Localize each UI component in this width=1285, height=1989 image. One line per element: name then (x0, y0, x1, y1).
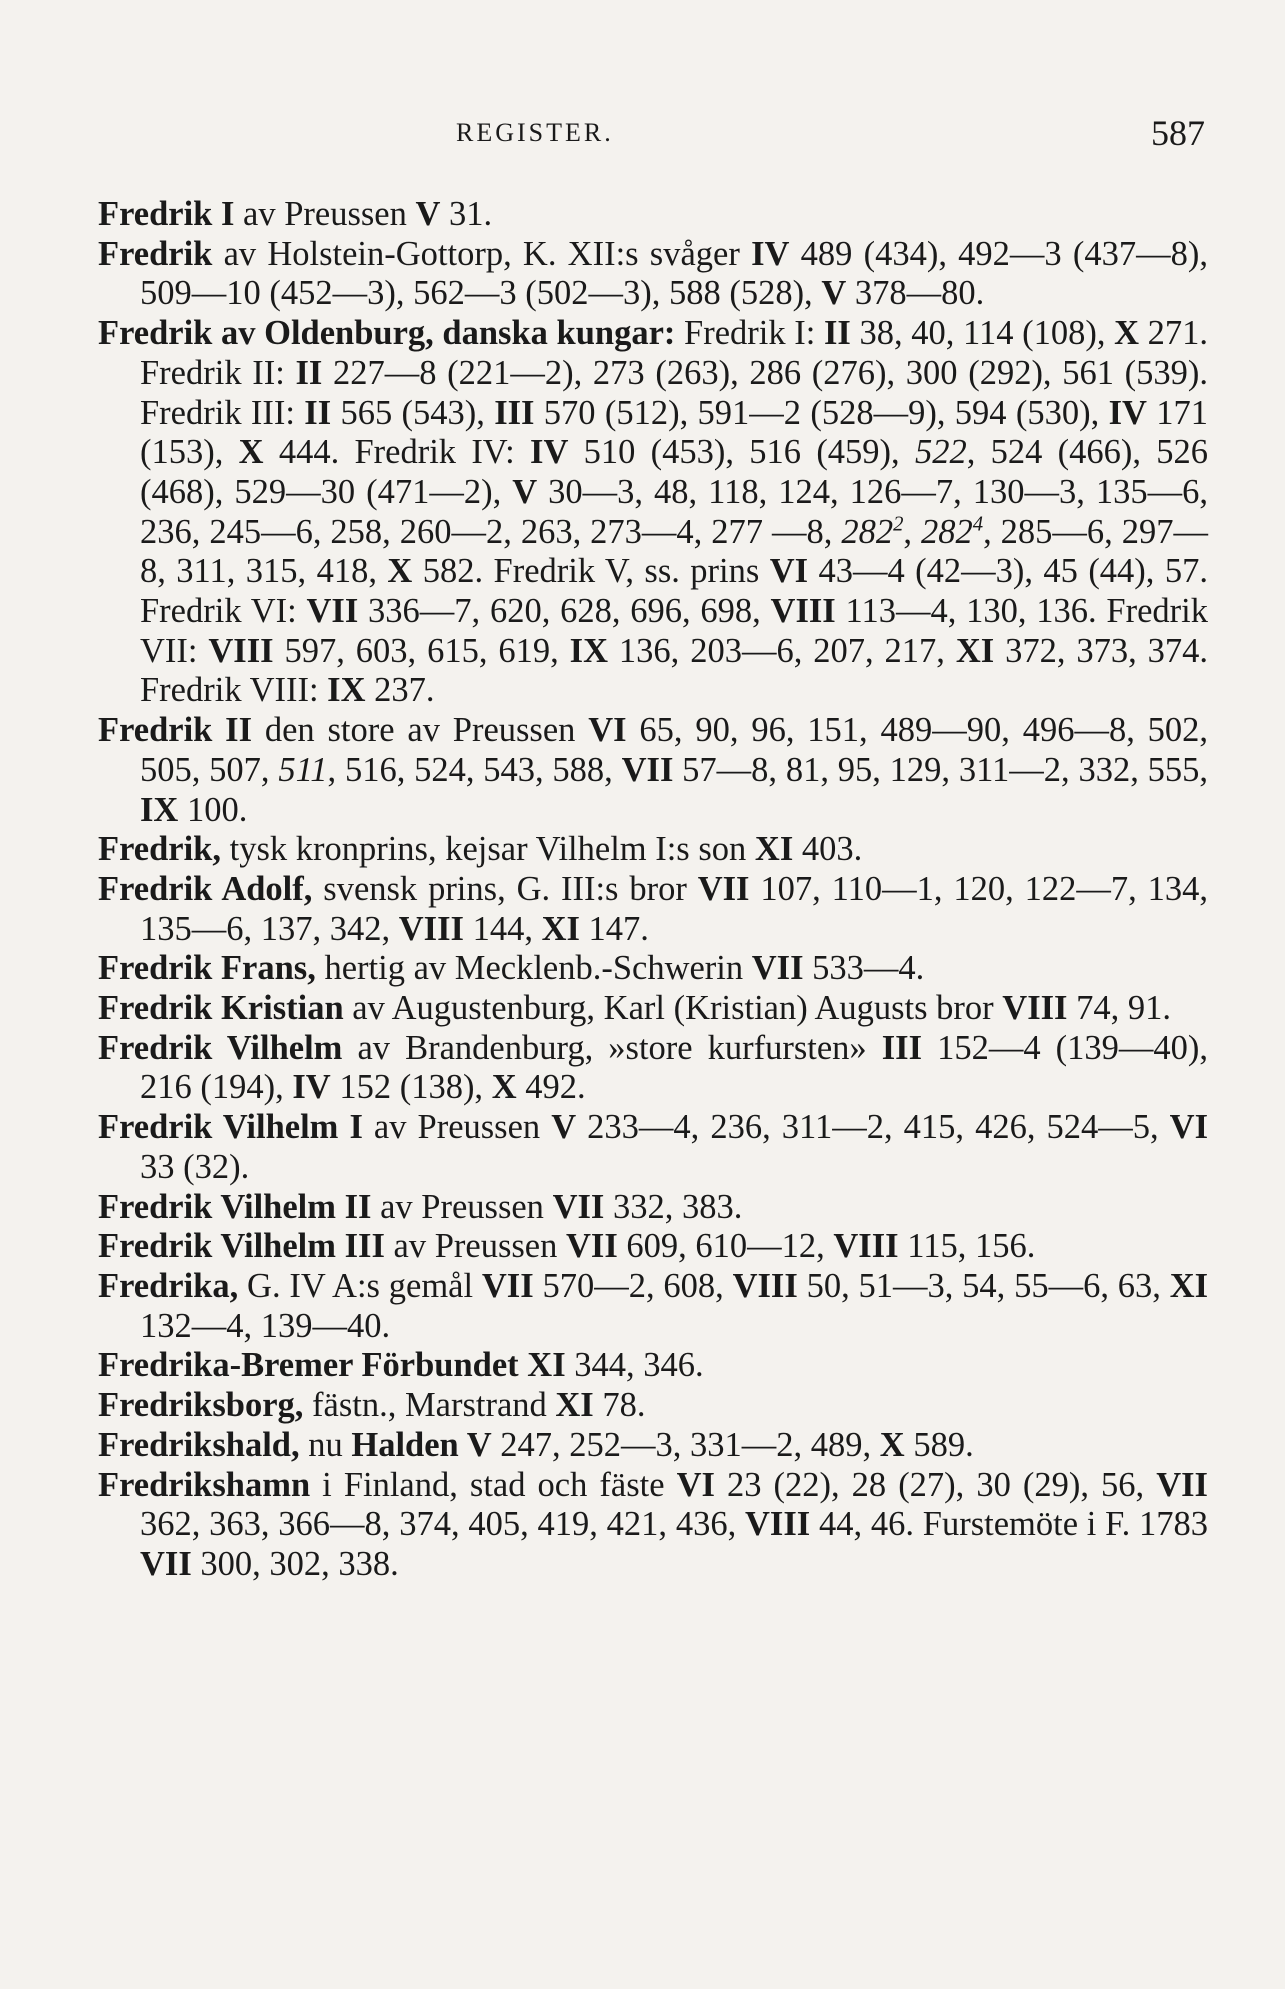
running-head-title: REGISTER. (456, 118, 614, 147)
index-entry: Fredrik Vilhelm I av Preussen V 233—4, 236, 311—2, 415, 426, 524—5, VI 33 (32). (98, 1108, 1208, 1186)
index-entry: Fredrik Kristian av Augustenburg, Karl (Kristian) Augusts bror VIII 74, 91. (98, 989, 1171, 1028)
index-entry: Fredrika, G. IV A:s gemål VII 570—2, 608, VIII 50, 51—3, 54, 55—6, 63, XI 132—4, 139—40. (98, 1266, 1209, 1345)
index-entry: Fredrik Vilhelm av Brandenburg, »store kurfursten» III 152—4 (139—40), 216 (194), IV 152 (138), X 492. (98, 1028, 1208, 1107)
index-entry: Fredrik av Holstein-Gottorp, K. XII:s svåger IV 489 (434), 492—3 (437—8), 509—10 (452—3), 562—3 (502—3), 588 (528), V 378—80. (98, 234, 1208, 313)
index-entry: Fredrika-Bremer Förbundet XI 344, 346. (98, 1346, 704, 1385)
index-entry: Fredrik Vilhelm II av Preussen VII 332, 383. (98, 1187, 743, 1226)
index-entry: Fredrik I av Preussen V 31. (98, 195, 493, 233)
index-entry: Fredrikshamn i Finland, stad och fäste VI 23 (22), 28 (27), 30 (29), 56, VII 362, 363, 366—8, 374, 405, 419, 421, 436, VIII 44, 46. Furstemöte i F. 1783 VII 300, 302, 338. (98, 1465, 1209, 1583)
index-entry: Fredrikshald, nu Halden V 247, 252—3, 331—2, 489, X 589. (98, 1425, 974, 1464)
index-entry: Fredrik av Oldenburg, danska kungar: Fredrik I: II 38, 40, 114 (108), X 271. Fredrik II: II 227—8 (221—2), 273 (263), 286 (276), 300 (292), 561 (539). Fredrik III: II 565 (543), III 570 (512), 591—2 (528—9), 594 (530), IV 171 (153), X 444. Fredrik IV: IV 510 (453), 516 (459), 522, 524 (466), 526 (468), 529—30 (471—2), V 30—3, 48, 118, 124, 126—7, 130—3, 135—6, 236, 245—6, 258, 260—2, 263, 273—4, 277 —8, $282^2$, $282^4$, 285—6, 297—8, 311, 315, 418, X 582. Fredrik V, ss. prins VI 43—4 (42—3), 45 (44), 57. Fredrik VI: VII 336—7, 620, 628, 696, 698, VIII 113—4, 130, 136. Fredrik VII: VIII 597, 603, 615, 619, IX 136, 203—6, 207, 217, XI 372, 373, 374. Fredrik VIII: IX 237. (98, 314, 1209, 710)
running-head (0, 112, 1285, 160)
index-entries (98, 195, 1208, 1585)
index-entry: Fredriksborg, fästn., Marstrand XI 78. (98, 1386, 646, 1425)
index-entry: Fredrik Adolf, svensk prins, G. III:s bror VII 107, 110—1, 120, 122—7, 134, 135—6, 137, 342, VIII 144, XI 147. (98, 869, 1208, 948)
index-entry: Fredrik Vilhelm III av Preussen VII 609, 610—12, VIII 115, 156. (98, 1227, 1036, 1266)
index-entry: Fredrik, tysk kronprins, kejsar Vilhelm I:s son XI 403. (98, 830, 863, 869)
page-number: 587 (1151, 113, 1205, 153)
index-entry: Fredrik II den store av Preussen VI 65, 90, 96, 151, 489—90, 496—8, 502, 505, 507, 511, 516, 524, 543, 588, VII 57—8, 81, 95, 129, 311—2, 332, 555, IX 100. (98, 711, 1209, 829)
index-entry: Fredrik Frans, hertig av Mecklenb.-Schwerin VII 533—4. (98, 949, 925, 988)
